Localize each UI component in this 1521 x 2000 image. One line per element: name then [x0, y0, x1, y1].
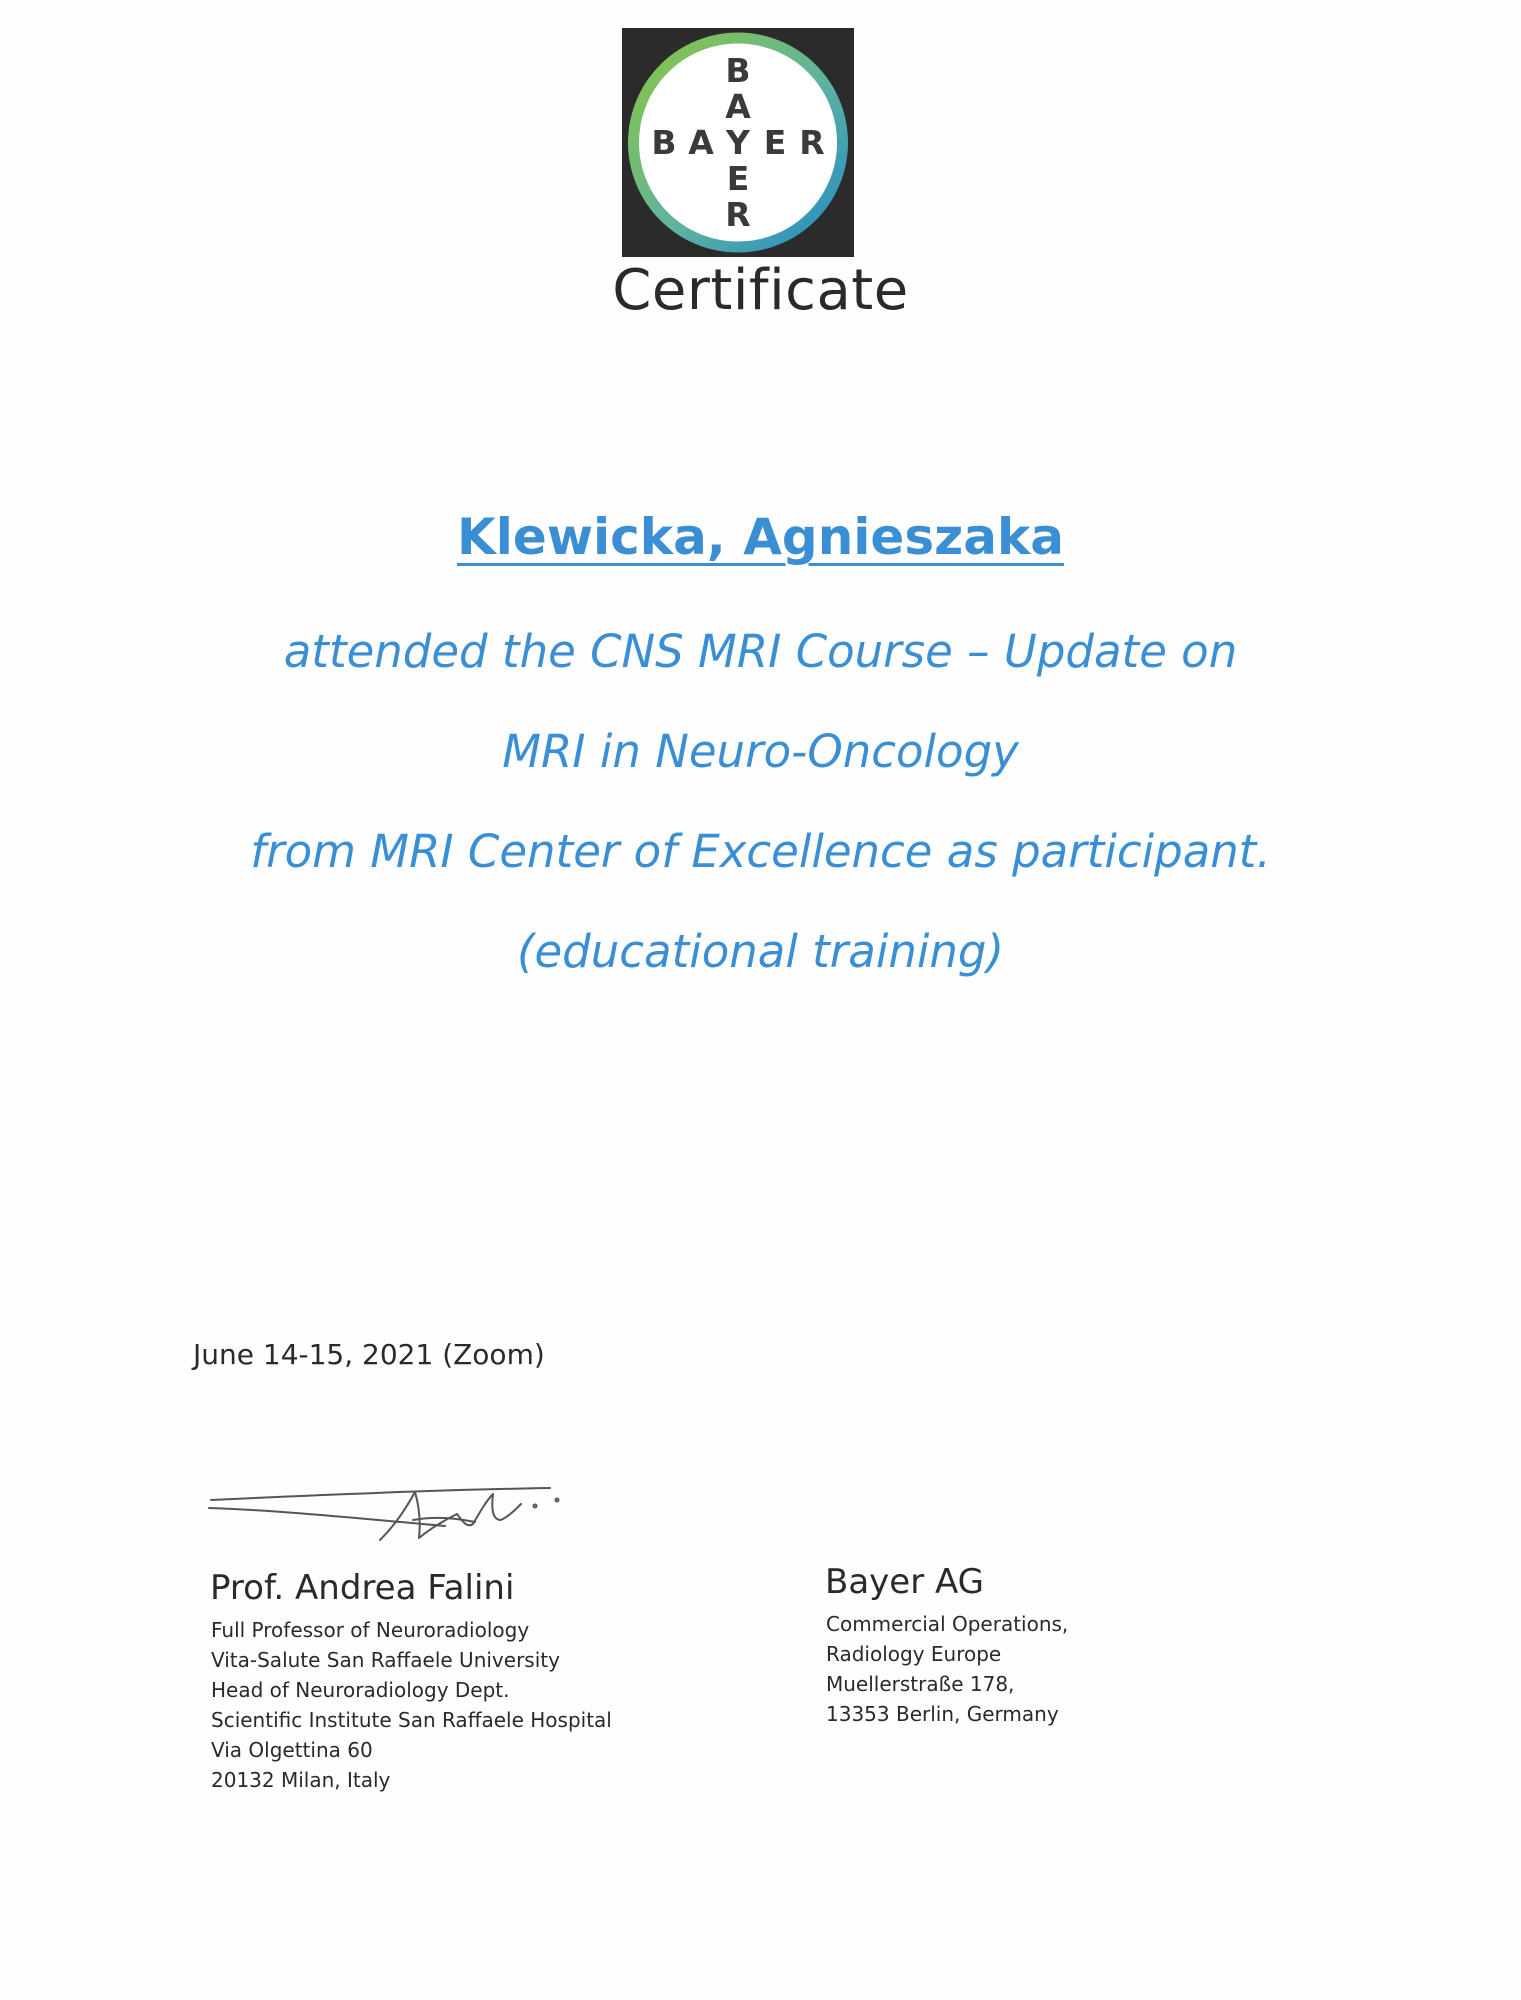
- course-line-2: MRI in Neuro-Oncology: [502, 725, 1019, 778]
- recipient-name-row: [0, 508, 1521, 566]
- certificate-title: Certificate: [612, 258, 909, 323]
- course-date: June 14-15, 2021 (Zoom): [193, 1338, 545, 1371]
- organization-detail-line: Muellerstraße 178,: [826, 1672, 1015, 1696]
- organization-name: Bayer AG: [825, 1562, 984, 1602]
- handwritten-signature: [205, 1470, 605, 1560]
- signer-detail-line: 20132 Milan, Italy: [211, 1768, 391, 1792]
- signer-name: Prof. Andrea Falini: [210, 1568, 515, 1608]
- organization-details: [826, 1609, 1068, 1729]
- bayer-cross-logo-icon: [622, 28, 854, 257]
- bayer-logo: [622, 28, 854, 257]
- organization-detail-line: Commercial Operations,: [826, 1612, 1069, 1636]
- logo-letter: E: [763, 123, 787, 162]
- logo-letter: R: [799, 123, 825, 162]
- signer-detail-line: Via Olgettina 60: [211, 1738, 373, 1762]
- logo-letter: E: [726, 159, 750, 198]
- signer-detail-line: Vita-Salute San Raffaele University: [211, 1648, 560, 1672]
- logo-letter: A: [688, 123, 714, 162]
- logo-letter: B: [651, 123, 677, 162]
- organization-detail-line: 13353 Berlin, Germany: [826, 1702, 1059, 1726]
- course-line-1: attended the CNS MRI Course – Update on: [283, 625, 1238, 678]
- logo-letter: Y: [726, 123, 750, 162]
- course-line-4: (educational training): [516, 925, 1005, 978]
- signer-details: [211, 1615, 612, 1795]
- logo-letter: A: [725, 87, 751, 126]
- logo-letter: B: [725, 51, 751, 90]
- organization-detail-line: Radiology Europe: [826, 1642, 1002, 1666]
- course-line-3: from MRI Center of Excellence as participant.: [250, 825, 1271, 878]
- signer-detail-line: Head of Neuroradiology Dept.: [211, 1678, 510, 1702]
- recipient-name: Klewicka, Agnieszaka: [457, 508, 1064, 566]
- logo-letter: R: [725, 195, 751, 234]
- signer-detail-line: Scientific Institute San Raffaele Hospital: [211, 1708, 612, 1732]
- signer-detail-line: Full Professor of Neuroradiology: [211, 1618, 530, 1642]
